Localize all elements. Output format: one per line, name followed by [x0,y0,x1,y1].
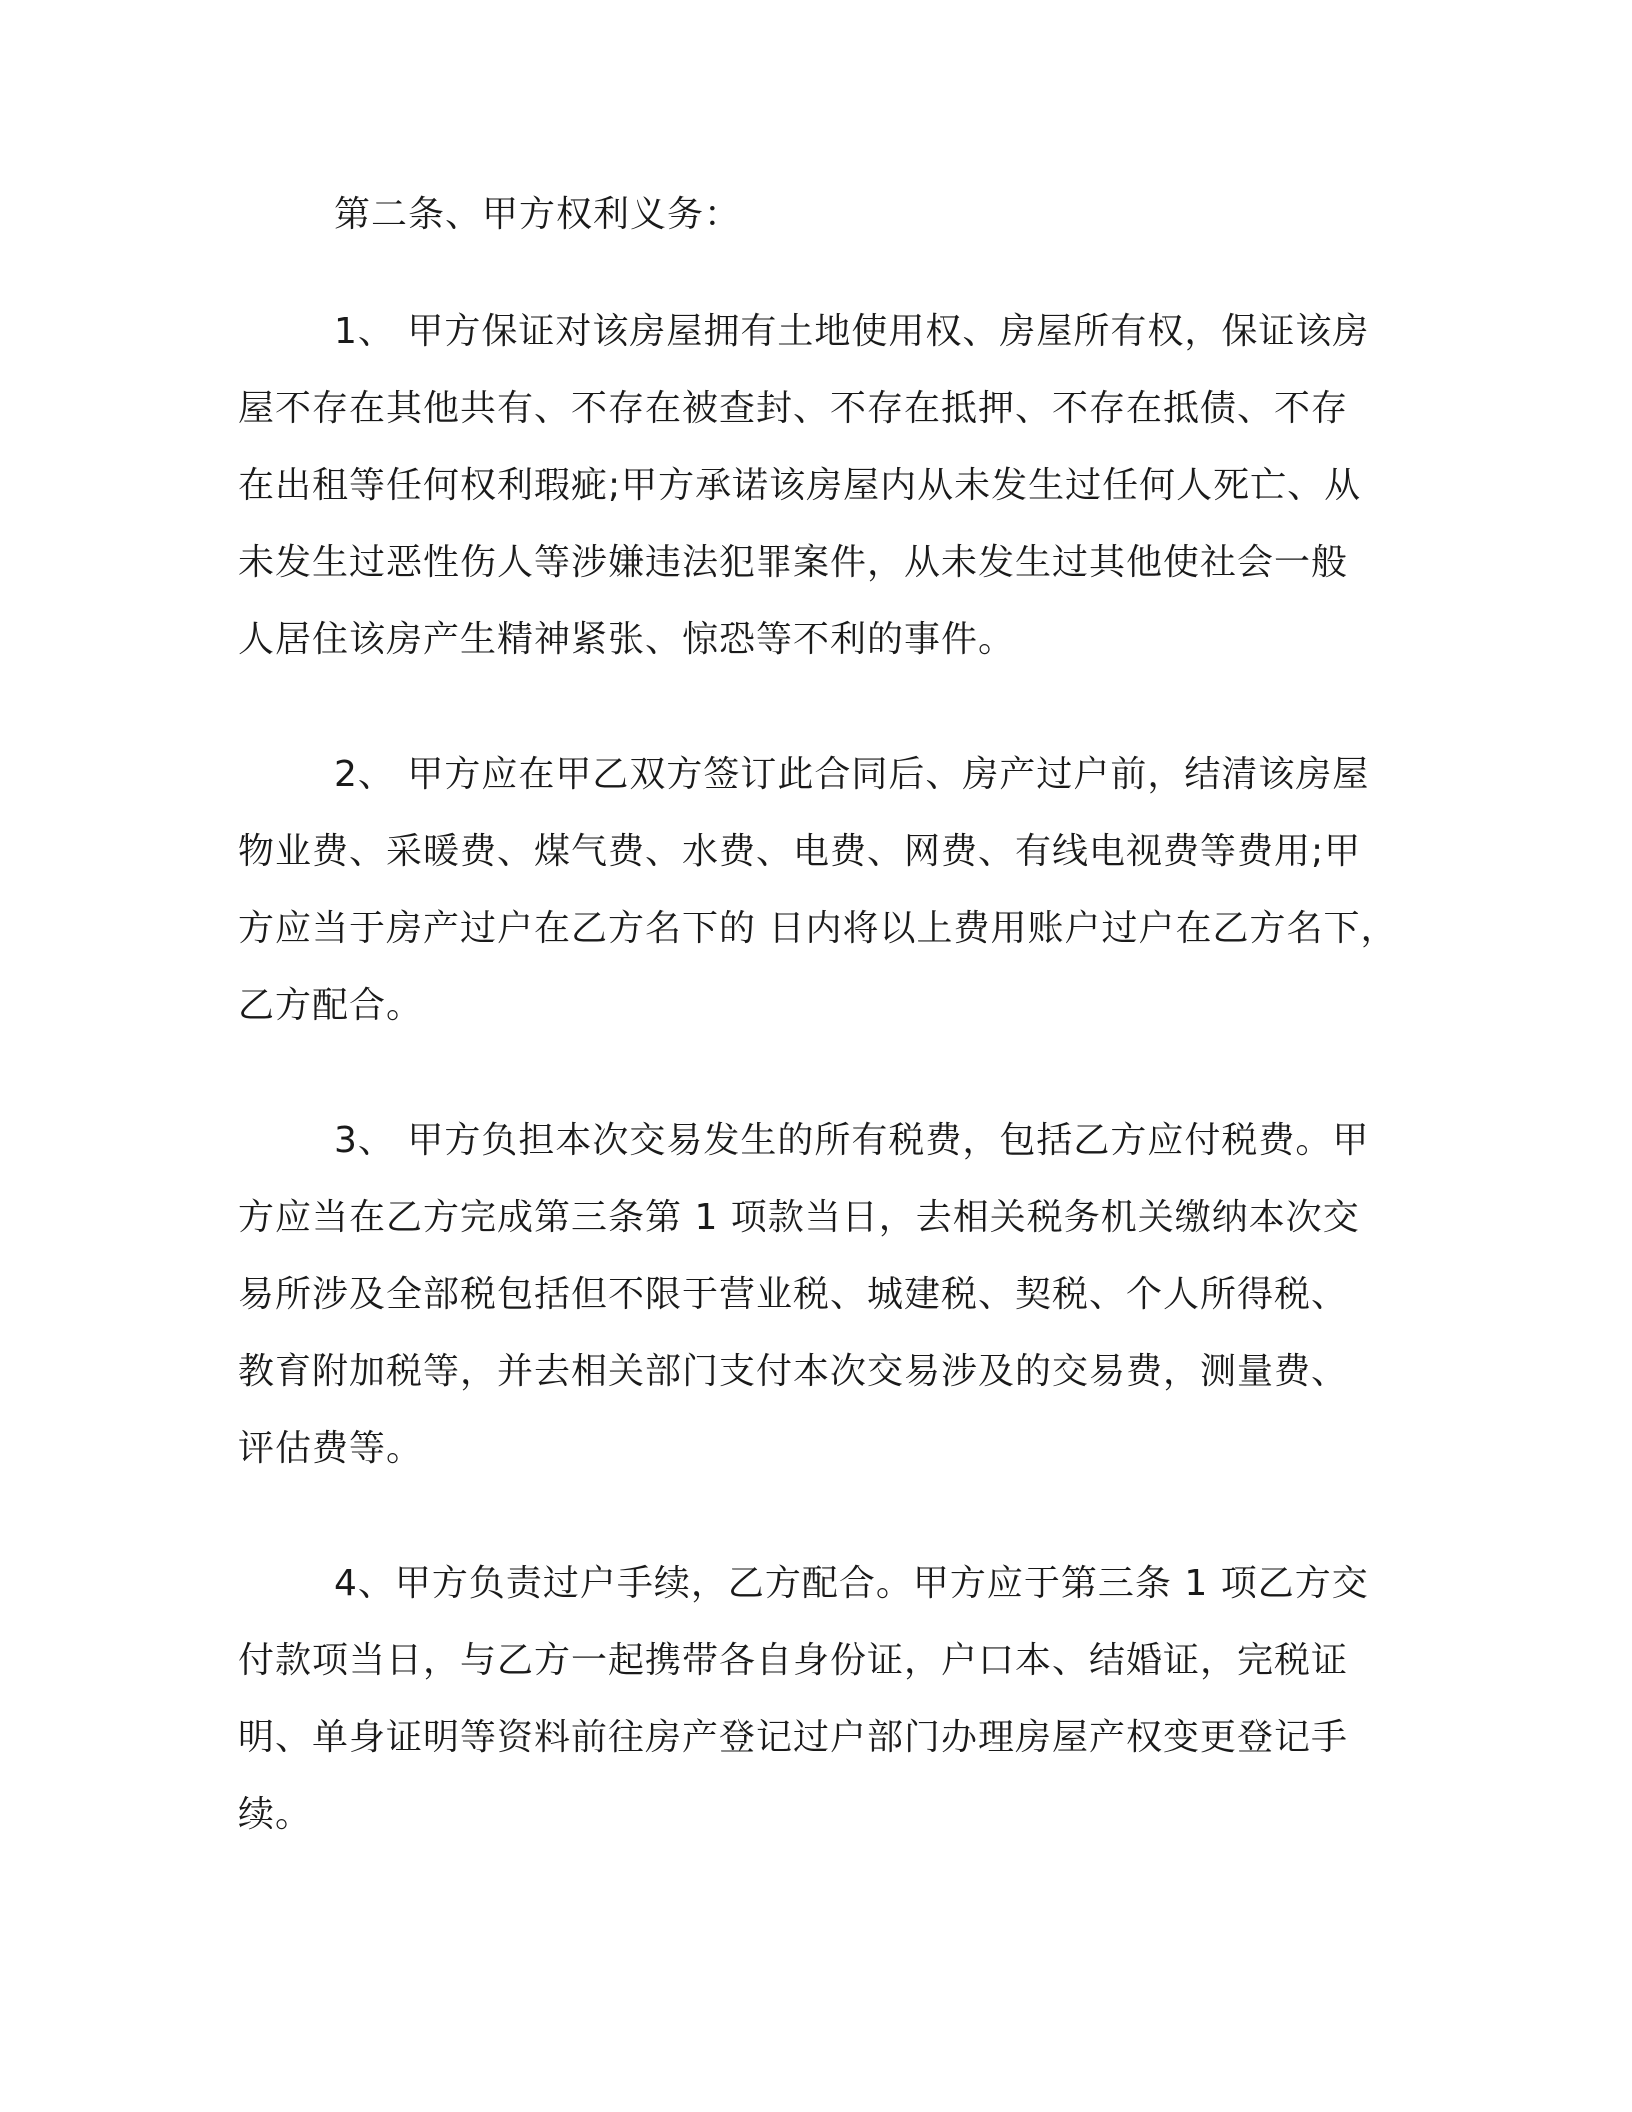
clause-line: 2、 甲方应在甲乙双方签订此合同后、房产过户前，结清该房屋 [334,754,1370,795]
clause-line: 评估费等。 [238,1428,424,1469]
document-body [238,190,1398,1911]
clause-4 [238,1545,1398,1853]
clause-line: 4、甲方负责过户手续，乙方配合。甲方应于第三条 1 项乙方交 [334,1563,1369,1604]
clause-line: 易所涉及全部税包括但不限于营业税、城建税、契税、个人所得税、 [238,1274,1349,1315]
clause-line: 屋不存在其他共有、不存在被查封、不存在抵押、不存在抵债、不存 [238,388,1349,429]
clause-1 [238,293,1398,678]
clause-line: 在出租等任何权利瑕疵;甲方承诺该房屋内从未发生过任何人死亡、从 [238,465,1362,506]
clause-line: 物业费、采暖费、煤气费、水费、电费、网费、有线电视费等费用;甲 [238,831,1362,872]
clause-line: 未发生过恶性伤人等涉嫌违法犯罪案件，从未发生过其他使社会一般 [238,542,1349,583]
clause-3 [238,1102,1398,1487]
clause-line: 方应当在乙方完成第三条第 1 项款当日，去相关税务机关缴纳本次交 [238,1197,1360,1238]
clause-line: 教育附加税等，并去相关部门支付本次交易涉及的交易费，测量费、 [238,1351,1349,1392]
clause-line: 方应当于房产过户在乙方名下的 日内将以上费用账户过户在乙方名下， [238,908,1398,949]
clause-line: 付款项当日，与乙方一起携带各自身份证，户口本、结婚证，完税证 [238,1640,1349,1681]
clause-line: 人居住该房产生精神紧张、惊恐等不利的事件。 [238,619,1016,660]
clause-line: 3、 甲方负担本次交易发生的所有税费，包括乙方应付税费。甲 [334,1120,1370,1161]
section-heading: 第二条、甲方权利义务： [334,194,742,235]
clause-line: 乙方配合。 [238,985,424,1026]
clause-line: 续。 [238,1794,313,1835]
clause-line: 明、单身证明等资料前往房产登记过户部门办理房屋产权变更登记手 [238,1717,1349,1758]
clause-2 [238,736,1398,1044]
clause-line: 1、 甲方保证对该房屋拥有土地使用权、房屋所有权，保证该房 [334,311,1370,352]
